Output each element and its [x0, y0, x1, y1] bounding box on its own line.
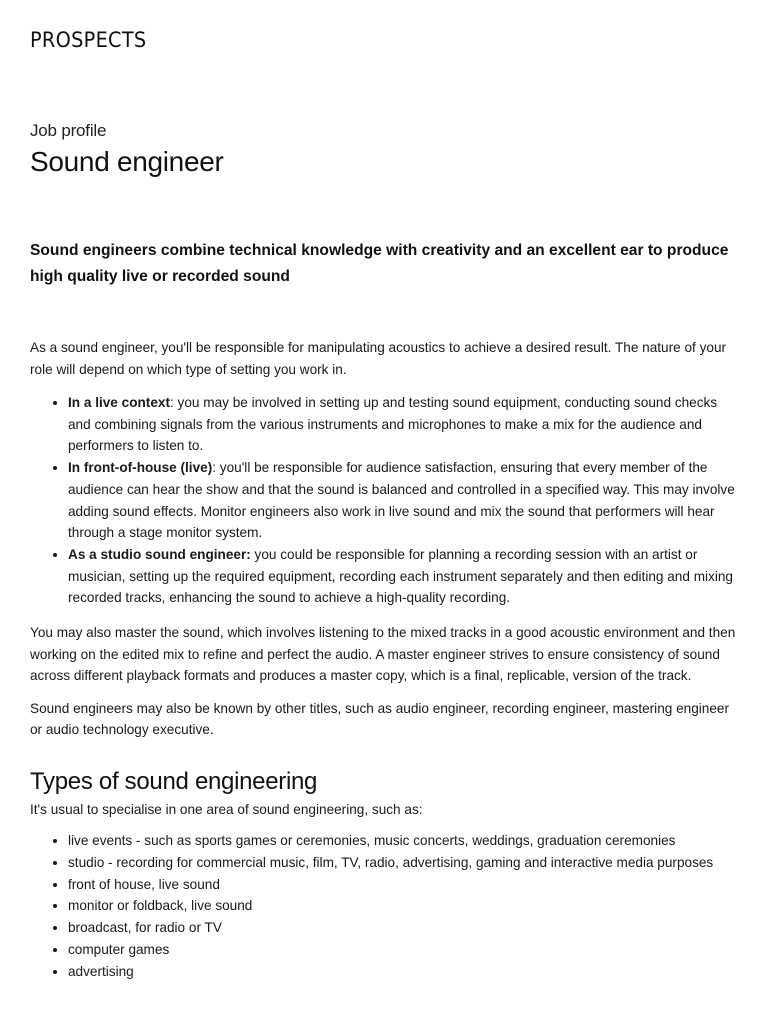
list-item: [68, 392, 742, 457]
mastering-paragraph: You may also master the sound, which involves listening to the mixed tracks in a good acoustic environment and then working on the edited mix to refine and perfect the audio. A master engineer strives to ensure consistency of sound across different playback formats and produces a master copy, which is a final, replicable, version of the track.: [30, 625, 736, 684]
article-body: [30, 337, 742, 983]
intro-paragraph: As a sound engineer, you'll be responsible for manipulating acoustics to achieve a desired result. The nature of your role will depend on which type of setting you work in.: [30, 340, 727, 377]
list-item-term: As a studio sound engineer:: [68, 546, 251, 562]
page-title: Sound engineer: [30, 146, 224, 177]
list-item: • studio - recording for commercial music, film, TV, radio, advertising, gaming and interactive media purposes: [68, 852, 742, 874]
list-item-term: In front-of-house (live): [68, 460, 213, 476]
titles-paragraph: Sound engineers may also be known by other titles, such as audio engineer, recording engineer, mastering engineer or audio technology executive.: [30, 700, 730, 738]
list-item-text: : you'll be responsible for audience satisfaction, ensuring that every member of the audience can hear the show and that the sound is balanced and controlled in a specified way. This may involve adding sound effects. Monitor engineers also work in live sound and mix the sound that performers will hear through a stage monitor system.: [68, 460, 735, 541]
list-item: • front of house, live sound: [68, 874, 742, 896]
list-item: • monitor or foldback, live sound: [68, 895, 742, 917]
page-kicker: Job profile: [30, 121, 107, 140]
list-item: • advertising: [68, 961, 742, 983]
page-lede: Sound engineers combine technical knowledge with creativity and an excellent ear to produce high quality live or recorded sound: [30, 242, 729, 285]
types-intro: It's usual to specialise in one area of sound engineering, such as:: [30, 801, 423, 817]
list-item: [68, 457, 742, 544]
settings-list: [30, 392, 742, 609]
types-list: [30, 830, 742, 983]
list-item: • broadcast, for radio or TV: [68, 917, 742, 939]
list-item-text: you could be responsible for planning a recording session with an artist or musician, setting up the required equipment, recording each instrument separately and then editing and mixing recorded tracks, enhancing the sound to achieve a high-quality recording.: [68, 546, 733, 606]
list-item: [68, 544, 742, 609]
list-item: • computer games: [68, 939, 742, 961]
site-logo[interactable]: PROSPECTS: [30, 28, 147, 52]
list-item-term: In a live context: [68, 395, 170, 410]
list-item: • live events - such as sports games or ceremonies, music concerts, weddings, graduation ceremonies: [68, 830, 742, 852]
list-item-text: : you may be involved in setting up and testing sound equipment, conducting sound checks and combining signals from the various instruments and microphones to make a mix for the audience and performers to listen to.: [68, 395, 718, 454]
section-heading: Types of sound engineering: [30, 767, 318, 795]
